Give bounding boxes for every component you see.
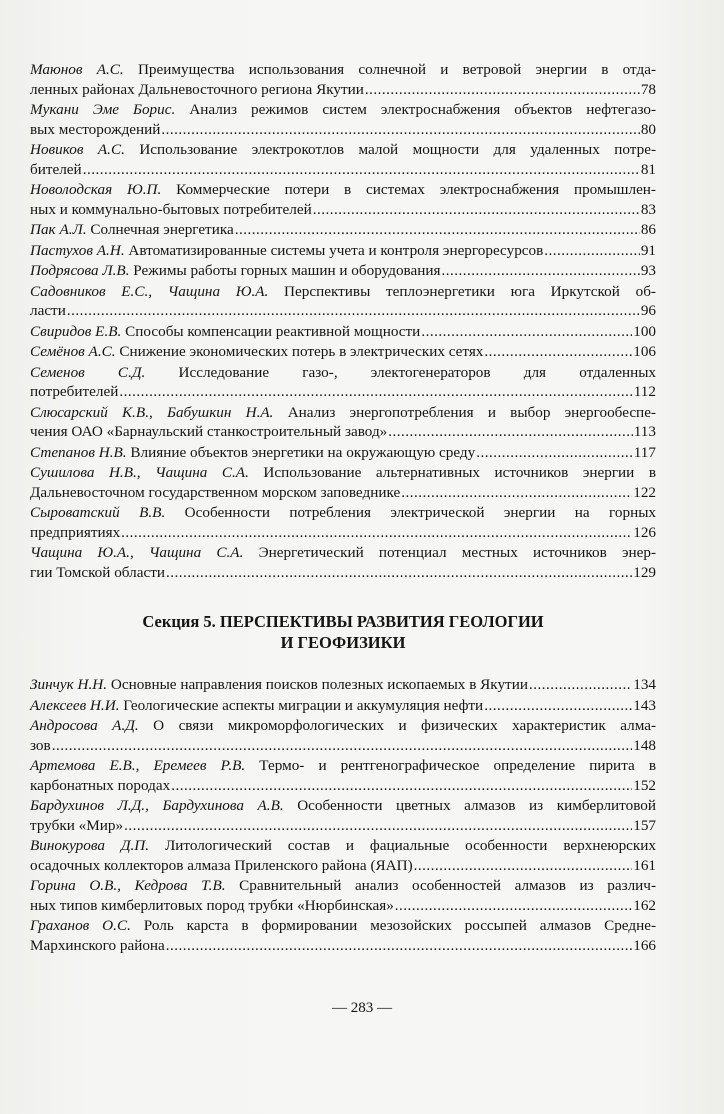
section-heading (30, 611, 656, 653)
toc-entry-text (30, 342, 483, 362)
toc-entry (30, 241, 656, 262)
toc-entry (30, 140, 656, 180)
toc-entry-text (30, 241, 543, 261)
toc-entry-line (30, 696, 656, 717)
toc-entry-authors: Горина О.В., Кедрова Т.В. (30, 877, 226, 894)
toc-entry-authors: Сыроватский В.В. (30, 504, 166, 521)
toc-entry-title-end: карбонатных породах (30, 776, 171, 794)
dot-leader (166, 564, 632, 584)
toc-entry-authors: Винокурова Д.П. (30, 837, 150, 854)
toc-entry-title-start: Роль карста в формировании мезозойских россыпей алмазов Средне- (143, 917, 657, 934)
toc-entry-authors: Маюнов А.С. (30, 61, 124, 78)
dot-leader (119, 383, 632, 403)
toc-entry-last-line (30, 301, 656, 322)
toc-entry-title-end: потребителей (30, 383, 119, 400)
dot-leader (235, 221, 640, 241)
dot-leader (171, 777, 632, 797)
toc-entry-authors: Зинчук Н.Н. (30, 676, 108, 693)
toc-entry-authors: Сушилова Н.В., Чащина С.А. (30, 464, 249, 481)
toc-entry-title-start: Использование альтернативных источников энергии в (263, 464, 657, 481)
toc-entry (30, 463, 656, 503)
toc-entry-line (30, 241, 656, 262)
toc-entry-authors: Семёнов А.С. (30, 343, 116, 360)
toc-entry-title-start: О связи микроморфологических и физических характеристик алма- (153, 717, 656, 734)
toc-entry-title: Геологические аспекты миграции и аккумуляция нефти (123, 696, 484, 714)
toc-entry-title-start: Коммерческие потери в системах электроснабжения промышлен- (176, 181, 656, 198)
toc-entry-title-end: ных и коммунально-бытовых потребителей (30, 200, 312, 218)
toc-entry-first-line (30, 503, 656, 523)
toc-entry-title-end: осадочных коллекторов алмаза Приленского района (ЯАП) (30, 856, 413, 874)
toc-entry-text (30, 261, 441, 281)
toc-entry-text (30, 220, 234, 240)
toc-entry-title-end: бителей (30, 160, 82, 178)
toc-entry (30, 443, 656, 464)
toc-entry-page: 122 (633, 483, 656, 501)
toc-entry-authors: Пак А.Л. (30, 221, 87, 238)
toc-entry-first-line (30, 543, 656, 563)
toc-entry-title: Основные направления поисков полезных ископаемых в Якутии (110, 676, 528, 693)
dot-leader (388, 423, 633, 443)
toc-entry-first-line (30, 60, 656, 80)
dot-leader (484, 697, 632, 717)
toc-entry-first-line (30, 716, 656, 736)
toc-entry (30, 261, 656, 282)
toc-entry-page: 161 (633, 856, 656, 874)
toc-entry-title-start: Перспективы теплоэнергетики юга Иркутской об- (284, 282, 656, 300)
dot-leader (442, 262, 640, 282)
toc-entry-first-line (30, 836, 656, 856)
toc-entry-last-line (30, 563, 656, 584)
dot-leader (313, 201, 640, 221)
toc-entry-title: Снижение экономических потерь в электрических сетях (119, 343, 484, 360)
dot-leader (121, 524, 632, 544)
toc-entry-page: 80 (640, 120, 656, 138)
toc-entry-authors: Садовников Е.С., Чащина Ю.А. (30, 282, 269, 300)
toc-entry-first-line (30, 403, 656, 423)
toc-entry (30, 322, 656, 343)
toc-entry-authors: Чащина Ю.А., Чащина С.А. (30, 544, 244, 561)
toc-entry-first-line (30, 100, 656, 120)
toc-entry (30, 363, 656, 403)
toc-entry-title: Способы компенсации реактивной мощности (125, 322, 421, 340)
toc-entry-first-line (30, 180, 656, 200)
toc-entry (30, 796, 656, 836)
toc-entry-page: 162 (633, 896, 656, 914)
toc-entry-line (30, 675, 656, 696)
toc-entry (30, 503, 656, 543)
toc-entry-authors: Свиридов Е.В. (30, 322, 122, 340)
toc-entry-title-end: ных типов кимберлитовых пород трубки «Нюрбинская» (30, 896, 394, 914)
toc-entry-title: Автоматизированные системы учета и контроля энергоресурсов (128, 241, 544, 259)
toc-entry-authors: Новиков А.С. (30, 141, 125, 158)
toc-entry (30, 836, 656, 876)
toc-entry-page: 106 (633, 343, 656, 360)
toc-entry-authors: Подрясова Л.В. (30, 262, 130, 279)
toc-entry-last-line (30, 200, 656, 221)
dot-leader (124, 817, 632, 837)
toc-entry-page: 100 (633, 322, 656, 340)
toc-entry-title-end: ленных районах Дальневосточного региона Якутии (30, 80, 364, 98)
toc-list-energy (30, 60, 656, 583)
toc-entry-first-line (30, 876, 656, 896)
toc-entry-title-end: Дальневосточном государственном морском заповеднике (30, 483, 401, 501)
toc-entry-last-line (30, 523, 656, 544)
toc-entry-last-line (30, 160, 656, 181)
toc-entry-title-end: зов (30, 736, 51, 754)
toc-entry-first-line (30, 363, 656, 383)
toc-entry-line (30, 261, 656, 282)
toc-entry-page: 86 (640, 221, 656, 238)
toc-entry-page: 81 (640, 160, 656, 178)
toc-entry (30, 756, 656, 796)
toc-entry-page: 83 (640, 200, 656, 218)
toc-entry-last-line (30, 856, 656, 877)
toc-entry-last-line (30, 896, 656, 917)
toc-entry-page: 129 (633, 563, 656, 581)
dot-leader (401, 484, 632, 504)
dot-leader (166, 937, 632, 957)
dot-leader (395, 897, 632, 917)
toc-entry (30, 675, 656, 696)
toc-entry-page: 166 (633, 936, 656, 954)
toc-entry-last-line (30, 736, 656, 757)
toc-entry-line (30, 322, 656, 343)
table-of-contents (30, 60, 656, 956)
toc-entry-page: 112 (633, 383, 656, 400)
toc-entry-last-line (30, 120, 656, 141)
toc-entry-title-end: вых месторождений (30, 120, 161, 138)
dot-leader (365, 81, 640, 101)
toc-entry-authors: Алексеев Н.И. (30, 696, 120, 714)
toc-entry-authors: Граханов О.С. (30, 917, 131, 934)
toc-entry-last-line (30, 422, 656, 443)
toc-entry-title-start: Сравнительный анализ особенностей алмазов из различ- (239, 877, 657, 894)
toc-entry-authors: Семенов С.Д. (30, 363, 146, 381)
toc-entry-last-line (30, 936, 656, 957)
section-heading-line1: Секция 5. ПЕРСПЕКТИВЫ РАЗВИТИЯ ГЕОЛОГИИ (142, 612, 544, 631)
dot-leader (476, 444, 633, 464)
toc-entry-page: 117 (633, 443, 656, 461)
dot-leader (67, 302, 640, 322)
toc-entry (30, 220, 656, 241)
toc-entry-page: 113 (633, 423, 656, 440)
toc-entry (30, 100, 656, 140)
dot-leader (529, 676, 632, 696)
toc-entry-title-end: предприятиях (30, 523, 121, 541)
toc-entry-page: 91 (640, 241, 656, 259)
toc-entry-title-start: Энергетический потенциал местных источников энер- (258, 544, 657, 561)
toc-entry-line (30, 220, 656, 241)
toc-entry-page: 93 (640, 262, 656, 279)
toc-entry (30, 696, 656, 717)
toc-entry-title-start: Особенности потребления электрической энергии на горных (184, 504, 656, 521)
toc-entry (30, 543, 656, 583)
toc-entry-first-line (30, 916, 656, 936)
toc-entry-authors: Андросова А.Д. (30, 717, 139, 734)
toc-entry-line (30, 443, 656, 464)
toc-entry-title-start: Особенности цветных алмазов из кимберлитовой (297, 797, 656, 814)
toc-entry-page: 78 (640, 80, 656, 98)
toc-entry-page: 157 (633, 816, 656, 834)
page-number: — 283 — (332, 1000, 392, 1016)
toc-entry-page: 148 (633, 736, 656, 754)
toc-entry-title-end: ласти (30, 302, 66, 319)
toc-entry-authors: Бардухинов Л.Д., Бардухинова А.В. (30, 797, 284, 814)
dot-leader (484, 343, 632, 363)
toc-entry-page: 96 (640, 302, 656, 319)
toc-entry-title-end: трубки «Мир» (30, 816, 124, 834)
toc-entry-title-end: Мархинского района (30, 936, 165, 954)
toc-entry (30, 876, 656, 916)
toc-entry (30, 342, 656, 363)
toc-entry (30, 180, 656, 220)
toc-entry-authors: Пастухов А.Н. (30, 241, 125, 259)
toc-entry-title-start: Анализ режимов систем электроснабжения объектов нефтегазо- (189, 101, 657, 118)
dot-leader (414, 857, 633, 877)
toc-entry (30, 282, 656, 322)
toc-entry-title: Солнечная энергетика (90, 221, 234, 238)
toc-entry-authors: Мукани Эме Борис. (30, 101, 176, 118)
dot-leader (52, 737, 633, 757)
toc-entry-title-start: Исследование газо-, электогенераторов для отдаленных (178, 363, 657, 381)
toc-entry-authors: Слюсарский К.В., Бабушкин Н.А. (30, 403, 274, 421)
toc-entry-page: 152 (633, 776, 656, 794)
toc-entry-title: Влияние объектов энергетики на окружающую среду (130, 443, 476, 461)
toc-entry-page: 143 (633, 696, 656, 714)
toc-entry-text (30, 696, 483, 716)
toc-entry-text (30, 322, 420, 342)
toc-entry-title-start: Преимущества использования солнечной и ветровой энергии в отда- (137, 61, 657, 78)
toc-entry-last-line (30, 382, 656, 403)
toc-entry-authors: Степанов Н.В. (30, 443, 127, 461)
toc-entry-first-line (30, 282, 656, 302)
toc-entry-title-start: Использование электрокотлов малой мощности для удаленных потре- (139, 141, 656, 158)
toc-entry-title-end: гии Томской области (30, 563, 165, 581)
toc-entry (30, 916, 656, 956)
toc-entry-title-start: Термо- и рентгенографическое определение пирита в (259, 757, 657, 774)
section-heading-line2: И ГЕОФИЗИКИ (280, 633, 406, 652)
toc-entry-page: 126 (633, 523, 656, 541)
toc-entry-title-end: чения ОАО «Барнаульский станкостроительный завод» (30, 423, 388, 440)
dot-leader (421, 323, 632, 343)
toc-entry-page: 134 (633, 676, 656, 693)
toc-entry-title: Режимы работы горных машин и оборудования (133, 262, 441, 279)
dot-leader (544, 242, 640, 262)
dot-leader (83, 161, 640, 181)
toc-entry-last-line (30, 483, 656, 504)
toc-entry-first-line (30, 796, 656, 816)
toc-entry-first-line (30, 756, 656, 776)
toc-entry-last-line (30, 776, 656, 797)
toc-entry-title-start: Литологический состав и фациальные особенности верхнеюрских (164, 837, 657, 854)
toc-entry-authors: Новолодская Ю.П. (30, 181, 162, 198)
toc-entry-text (30, 675, 528, 695)
toc-entry-last-line (30, 80, 656, 101)
toc-list-geology (30, 675, 656, 956)
toc-entry-title-start: Анализ энергопотребления и выбор энергообеспе- (287, 403, 656, 421)
toc-entry (30, 403, 656, 443)
toc-entry-last-line (30, 816, 656, 837)
toc-entry-authors: Артемова Е.В., Еремеев Р.В. (30, 757, 246, 774)
toc-entry-line (30, 342, 656, 363)
toc-entry (30, 60, 656, 100)
toc-entry-first-line (30, 140, 656, 160)
dot-leader (161, 121, 639, 141)
toc-entry (30, 716, 656, 756)
toc-entry-first-line (30, 463, 656, 483)
toc-entry-text (30, 443, 475, 463)
